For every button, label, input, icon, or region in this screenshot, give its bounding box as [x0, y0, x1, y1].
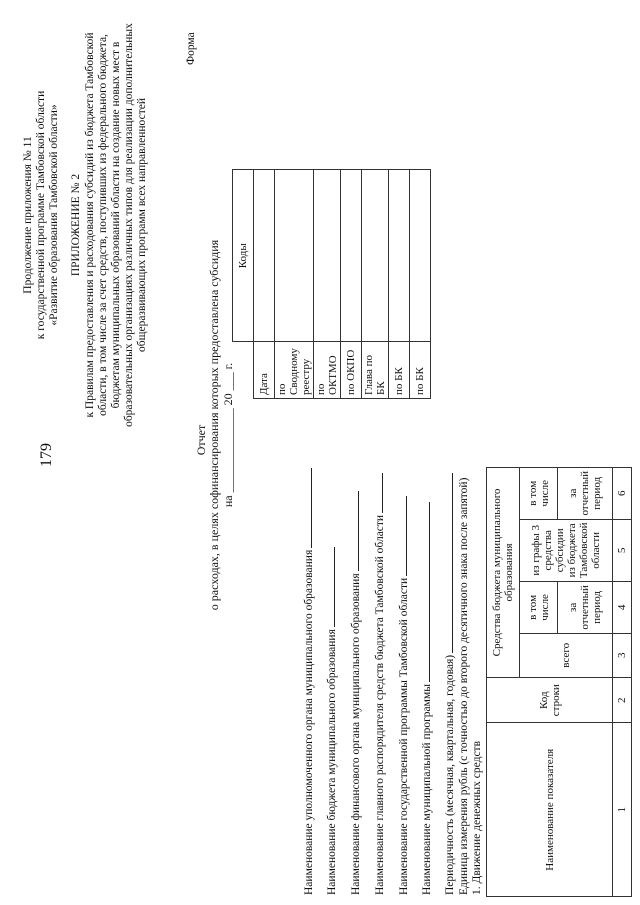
field-municipal-program[interactable]	[420, 425, 434, 895]
appendix-line-5: общеразвивающих программ всех направленностей	[136, 98, 148, 352]
field-label: Периодичность (месячная, квартальная, годовая)	[444, 654, 456, 895]
field-line	[397, 496, 407, 576]
field-line	[349, 491, 359, 571]
report-subtitle: о расходах, в целях софинансирования которых предоставлена субсидия	[207, 239, 221, 611]
code-row-value[interactable]	[254, 170, 275, 343]
field-label: Наименование бюджета муниципального образования	[326, 629, 338, 895]
col-total: всего	[520, 633, 613, 677]
field-label: Наименование уполномоченного органа муниципального образования	[303, 549, 315, 895]
code-row-label: по ОКПО	[341, 342, 362, 399]
appendix-line-4: образовательных организациях различных типов для реализации дополнительных	[123, 23, 135, 427]
report-title: Отчет	[194, 424, 208, 456]
field-line	[302, 468, 312, 548]
code-row-value[interactable]	[314, 170, 341, 343]
field-main-manager[interactable]	[373, 425, 387, 895]
header-line-1: Продолжение приложения № 11	[22, 136, 34, 294]
movement-table	[486, 467, 632, 897]
code-row-value[interactable]	[341, 170, 362, 343]
codes-table	[232, 169, 431, 399]
code-row-value[interactable]	[275, 170, 314, 343]
code-row-label: Глава по БК	[362, 342, 389, 399]
header-line-2: к государственной программе Тамбовской области	[35, 90, 47, 340]
num-cell: 3	[613, 633, 632, 677]
field-periodicity[interactable]	[443, 425, 457, 895]
appendix-line-1: к Правилам предоставления и расходования субсидий из бюджета Тамбовской	[84, 32, 96, 418]
field-label: Единица измерения рубль (с точностью до второго десятичного знака после запятой)	[458, 477, 470, 895]
field-label: Наименование главного распорядителя средств бюджета Тамбовской области	[374, 514, 386, 895]
appendix-line-3: бюджетам муниципальных образований области на создание новых мест в	[110, 41, 122, 409]
col-period: за отчетный период	[558, 582, 613, 634]
code-row-value[interactable]	[389, 170, 410, 343]
code-row-value[interactable]	[410, 170, 431, 343]
code-row-label: по ОКТМО	[314, 342, 341, 399]
report-date-line: на ______________ 20 ___ г.	[221, 362, 235, 508]
num-cell: 5	[613, 519, 632, 582]
col-including-2: в том числе	[520, 468, 558, 520]
page-number: 179	[38, 443, 55, 467]
num-cell: 1	[613, 723, 632, 897]
appendix-title: ПРИЛОЖЕНИЕ № 2	[70, 173, 82, 277]
col-period-2: за отчетный период	[558, 468, 613, 520]
field-label: Наименование государственной программы Тамбовской области	[398, 577, 410, 895]
section-1-title: 1. Движение денежных средств	[471, 741, 483, 895]
field-financial-body[interactable]	[349, 425, 363, 895]
num-cell: 4	[613, 582, 632, 634]
col-indicator-name: Наименование показателя	[487, 723, 613, 897]
code-row-label: по Сводному реестру	[275, 342, 314, 399]
col-row-code: Код строки	[487, 677, 613, 723]
field-line	[420, 502, 430, 682]
field-budget[interactable]	[325, 425, 339, 895]
field-state-program[interactable]	[397, 425, 411, 895]
field-authorized-body[interactable]	[302, 425, 316, 895]
num-cell: 2	[613, 677, 632, 723]
code-row-label: по БК	[389, 342, 410, 399]
form-label: Форма	[185, 32, 197, 65]
field-label: Наименование муниципальной программы	[421, 684, 433, 895]
col-subsidy: из графы 3 средства субсидии из бюджета Тамбовской области	[520, 519, 613, 582]
field-line	[373, 473, 383, 513]
code-row-label: по БК	[410, 342, 431, 399]
col-including: в том числе	[520, 582, 558, 634]
code-row-value[interactable]	[362, 170, 389, 343]
appendix-line-2: области, в том числе за счет средств, поступивших из федерального бюджета,	[97, 34, 109, 416]
num-cell: 6	[613, 468, 632, 520]
code-row-label: Дата	[254, 342, 275, 399]
codes-header: Коды	[233, 170, 254, 343]
field-label: Наименование финансового органа муниципального образования	[350, 573, 362, 895]
col-group-municipal: Средства бюджета муниципального образования	[487, 468, 520, 678]
field-line	[325, 547, 335, 627]
header-line-3: «Развитие образования Тамбовской области»	[48, 104, 60, 326]
field-unit	[458, 425, 471, 895]
field-line	[443, 473, 453, 653]
